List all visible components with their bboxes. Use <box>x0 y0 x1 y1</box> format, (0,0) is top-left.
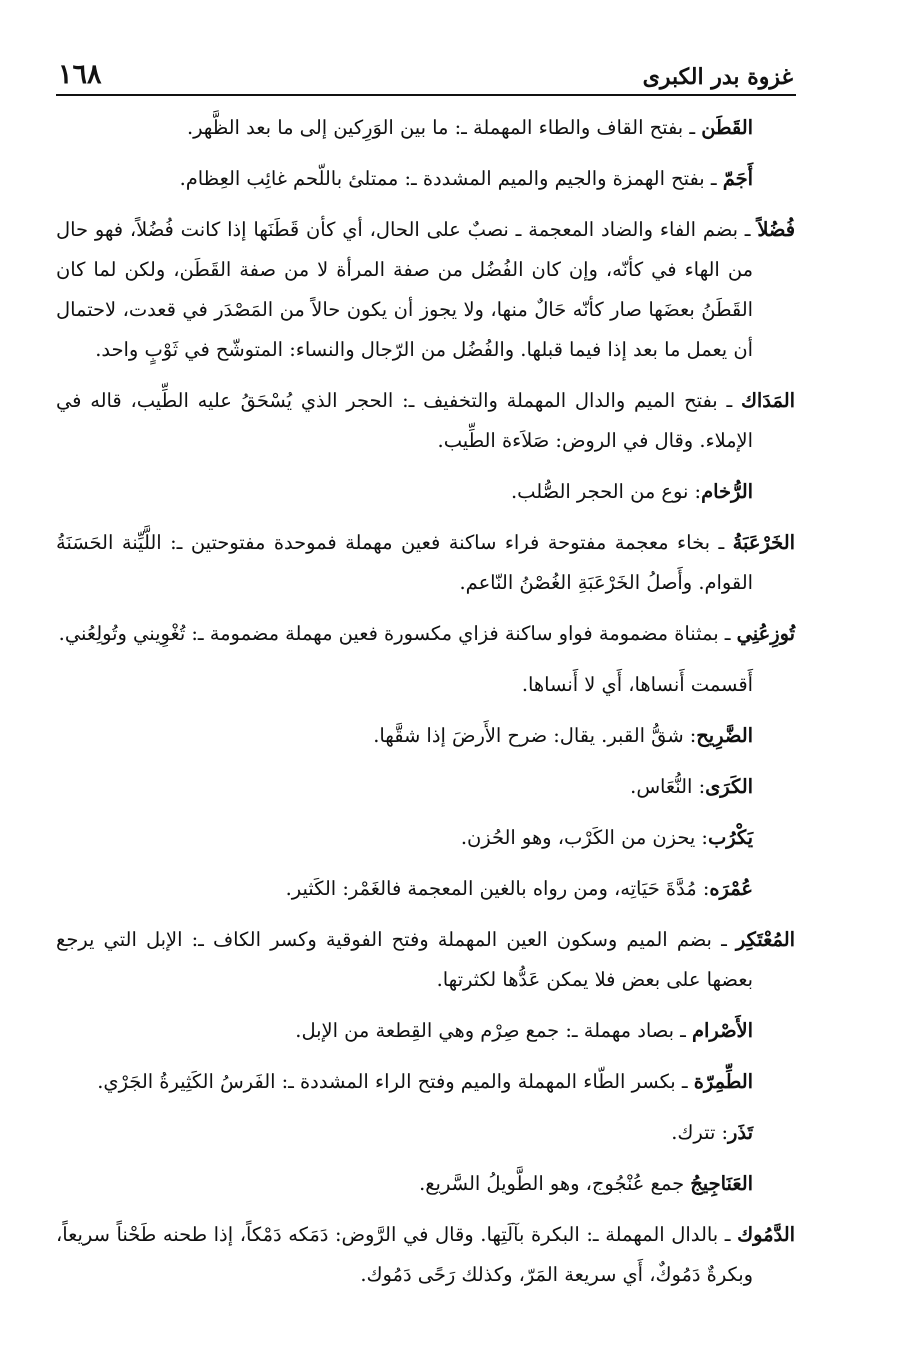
entry-term: المَدَاك <box>740 389 795 412</box>
entry-term: أَجَمّ <box>722 167 753 190</box>
entry-text: ـ بخاء معجمة مفتوحة فراء ساكنة فعين مهملة فموحدة مفتوحتين ـ: اللَّيِّنة الحَسَنَةُ القوام. وأَصلُ الخَرْعَبَةِ الغُصْنُ النّاعم. <box>56 531 753 594</box>
header-rule <box>56 94 796 96</box>
entry-term: المُعْتَكِر <box>735 928 795 951</box>
glossary-entry <box>56 1062 795 1102</box>
glossary-entry <box>56 523 795 603</box>
entry-term: تَذَر <box>728 1121 753 1144</box>
entry-term: العَنَاجِيجُ <box>690 1172 753 1195</box>
glossary-entry <box>56 869 795 909</box>
entry-text: : مُدَّةَ حَيَاتِه، ومن رواه بالغين المعجمة فالغَمْر: الكَثير. <box>285 877 710 900</box>
glossary-entry <box>56 716 795 756</box>
entry-text: أَقسمت أَنساها، أَي لا أَنساها. <box>521 673 753 696</box>
glossary-entry <box>56 159 795 199</box>
entry-text: : نوع من الحجر الصُّلب. <box>511 480 702 503</box>
entry-text: ـ بالدال المهملة ـ: البكرة بآلَتِها. وقال في الرَّوض: دَمَكه دَمْكاً، إذا طحنه طَحْناً سريعاً، وبكرةٌ دَمُوكٌ، أَي سريعة المَرّ، وكذلك رَحًى دَمُوك. <box>56 1223 753 1286</box>
glossary-entry <box>56 472 795 512</box>
glossary-entry <box>56 381 795 461</box>
glossary-entry <box>56 1113 795 1153</box>
entry-text: ـ بفتح الهمزة والجيم والميم المشددة ـ: ممتلئ باللّحم غائِب العِظام. <box>179 167 723 190</box>
glossary-entry <box>56 665 795 705</box>
entry-term: الأَصْرام <box>691 1019 753 1042</box>
entry-term: الضَّرِيح <box>696 724 753 747</box>
entry-term: فُضُلاً <box>757 218 795 241</box>
entry-text: : يحزن من الكَرْب، وهو الحُزن. <box>460 826 708 849</box>
entry-term: الطِّمِرّة <box>693 1070 753 1093</box>
entry-term: الكَرَى <box>705 775 753 798</box>
glossary-content <box>56 108 795 1306</box>
glossary-entry <box>56 767 795 807</box>
entry-text: : شقُّ القبر. يقال: ضرح الأَرضَ إذا شقَّها. <box>373 724 697 747</box>
entry-term: يَكْرُب <box>707 826 753 849</box>
glossary-entry <box>56 1215 795 1295</box>
entry-term: تُوزِعُنِي <box>736 622 795 645</box>
entry-text: : تترك. <box>671 1121 729 1144</box>
entry-text: ـ بضم الميم وسكون العين المهملة وفتح الفوقية وكسر الكاف ـ: الإبل التي يرجع بعضها على بعض فلا يمكن عَدُّها لكثرتها. <box>56 928 753 991</box>
entry-text: ـ بمثناة مضمومة فواو ساكنة فزاي مكسورة فعين مهملة مضمومة ـ: تُغْوِيني وتُولِعُني. <box>58 622 737 645</box>
entry-term: الدَّمُوك <box>737 1223 795 1246</box>
page-header <box>58 50 793 90</box>
entry-term: الرُّخام <box>701 480 753 503</box>
glossary-entry <box>56 108 795 148</box>
running-title: غزوة بدر الكبرى <box>642 64 793 90</box>
entry-text: ـ بكسر الطّاء المهملة والميم وفتح الراء المشددة ـ: الفَرسُ الكَثِيرةُ الجَرْي. <box>97 1070 694 1093</box>
glossary-entry <box>56 818 795 858</box>
entry-term: القَطَن <box>701 116 753 139</box>
page-number: ١٦٨ <box>58 59 102 90</box>
glossary-entry <box>56 614 795 654</box>
entry-text: ـ بضم الفاء والضاد المعجمة ـ نصبٌ على الحال، أي كأن قَطَنَها إذا كانت فُضُلاً، فهو حال من الهاء في كأنّه، وإن كان الفُضُل من صفة المرأة لا من صفة القَطَن، ولكن لما كان القَطَنُ بعضَها صار كأنّه حَالٌ منها، ولا يجوز أن يكون حالاً من المَصْدَر في قعدت، لاحتمال أن يعمل ما بعد إذا فيما قبلها. والفُضُل من الرّجال والنساء: المتوشّح في ثَوْبٍ واحد. <box>56 218 758 361</box>
glossary-entry <box>56 210 795 370</box>
glossary-entry <box>56 1011 795 1051</box>
entry-text: ـ بفتح القاف والطاء المهملة ـ: ما بين الوَرِكين إلى ما بعد الظَّهر. <box>186 116 702 139</box>
entry-term: عُمْرَه <box>709 877 753 900</box>
entry-text: : النُّعَاس. <box>630 775 706 798</box>
glossary-entry <box>56 1164 795 1204</box>
glossary-entry <box>56 920 795 1000</box>
entry-term: الخَرْعَبَةُ <box>732 531 795 554</box>
entry-text: ـ بفتح الميم والدال المهملة والتخفيف ـ: الحجر الذي يُسْحَقُ عليه الطِّيب، قاله في الإملاء. وقال في الروض: صَلاَءة الطِّيب. <box>56 389 753 452</box>
entry-text: ـ بصاد مهملة ـ: جمع صِرْم وهي القِطعة من الإبل. <box>295 1019 692 1042</box>
entry-text: جمع عُنْجُوج، وهو الطَّويلُ السَّريع. <box>419 1172 691 1195</box>
